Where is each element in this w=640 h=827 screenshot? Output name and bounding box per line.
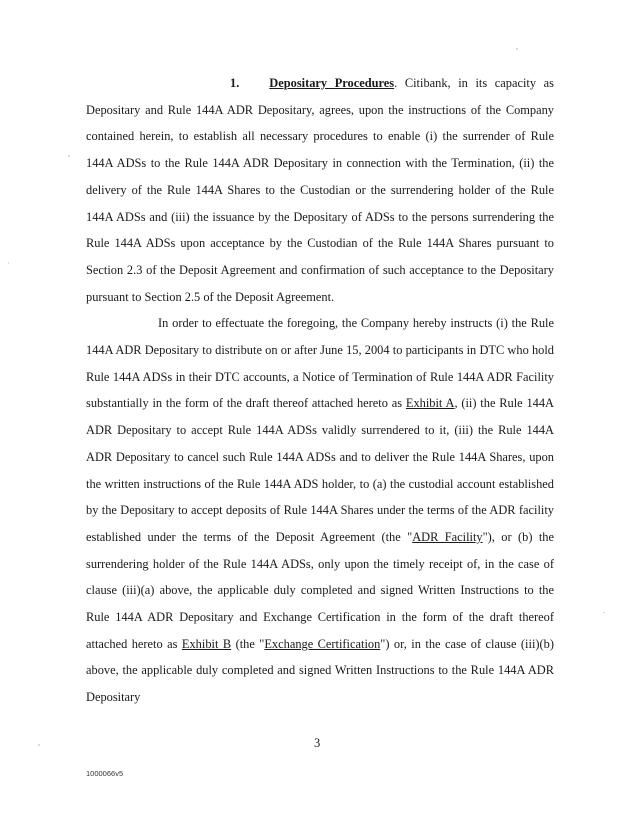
document-id: 1000066v5: [86, 769, 124, 778]
section-heading: Depositary Procedures: [269, 76, 395, 90]
section-heading-period: .: [394, 76, 398, 90]
instructions-text-4: (the ": [231, 636, 265, 651]
scan-speck: [603, 612, 605, 613]
page-number: 3: [314, 736, 321, 750]
instructions-text-5: ") or, in the case of clause (iii)(b) above, the applicable duly completed and signed Written Instructions to the Rule 144A ADR Depositary: [86, 636, 554, 705]
scan-speck: [516, 48, 518, 50]
instructions-text-3: "), or (b) the surrendering holder of the Rule 144A ADSs, only upon the timely receipt of, in the case of clause (iii)(a) above, the applicable duly completed and signed Written Instructions to the Rule 144A ADR Depositary and Exchange Certification in the form of the draft thereof attached hereto as: [86, 529, 555, 651]
adr-facility-term: ADR Facility: [412, 529, 483, 544]
scan-speck: [38, 744, 40, 746]
section-1-text: Citibank, in its capacity as Depositary and Rule 144A ADR Depositary, agrees, upon the instructions of the Company contained herein, to establish all necessary procedures to enable (i) the surrender of Rule 144A ADSs to the Rule 144A ADR Depositary in connection with the Termination, (ii) the delivery of the Rule 144A Shares to the Custodian or the surrendering holder of the Rule 144A ADSs and (iii) the issuance by the Depositary of ADSs to the persons surrendering the Rule 144A ADSs upon acceptance by the Custodian of the Rule 144A Shares pursuant to Section 2.3 of the Deposit Agreement and confirmation of such acceptance to the Depositary pursuant to Section 2.5 of the Deposit Agreement.: [86, 76, 554, 304]
scan-speck: [68, 155, 70, 157]
body-text: [86, 70, 554, 711]
instructions-text-1: In order to effectuate the foregoing, the Company hereby instructs (i) the Rule 144A ADR Depositary to distribute on or after June 15, 2004 to participants in DTC who hold Rule 144A ADSs in their DTC accounts, a Notice of Termination of Rule 144A ADR Facility substantially in the form of the draft thereof attached hereto as: [86, 316, 554, 411]
section-number: 1.: [230, 76, 240, 90]
exhibit-b-reference: Exhibit B: [181, 636, 232, 651]
section-1-paragraph: [86, 70, 554, 310]
instructions-text-2: , (ii) the Rule 144A ADR Depositary to accept Rule 144A ADSs validly surrendered to it, (iii) the Rule 144A ADR Depositary to cancel such Rule 144A ADSs and to deliver the Rule 144A Shares, upon the written instructions of the Rule 144A ADS holder, to (a) the custodial account established by the Depositary to accept deposits of Rule 144A Shares under the terms of the ADR facility established under the terms of the Deposit Agreement (the ": [86, 396, 554, 544]
exhibit-a-reference: Exhibit A: [405, 396, 455, 411]
exchange-certification-term: Exchange Certification: [264, 636, 381, 651]
instructions-paragraph: [86, 310, 554, 711]
scan-speck: [8, 262, 9, 264]
